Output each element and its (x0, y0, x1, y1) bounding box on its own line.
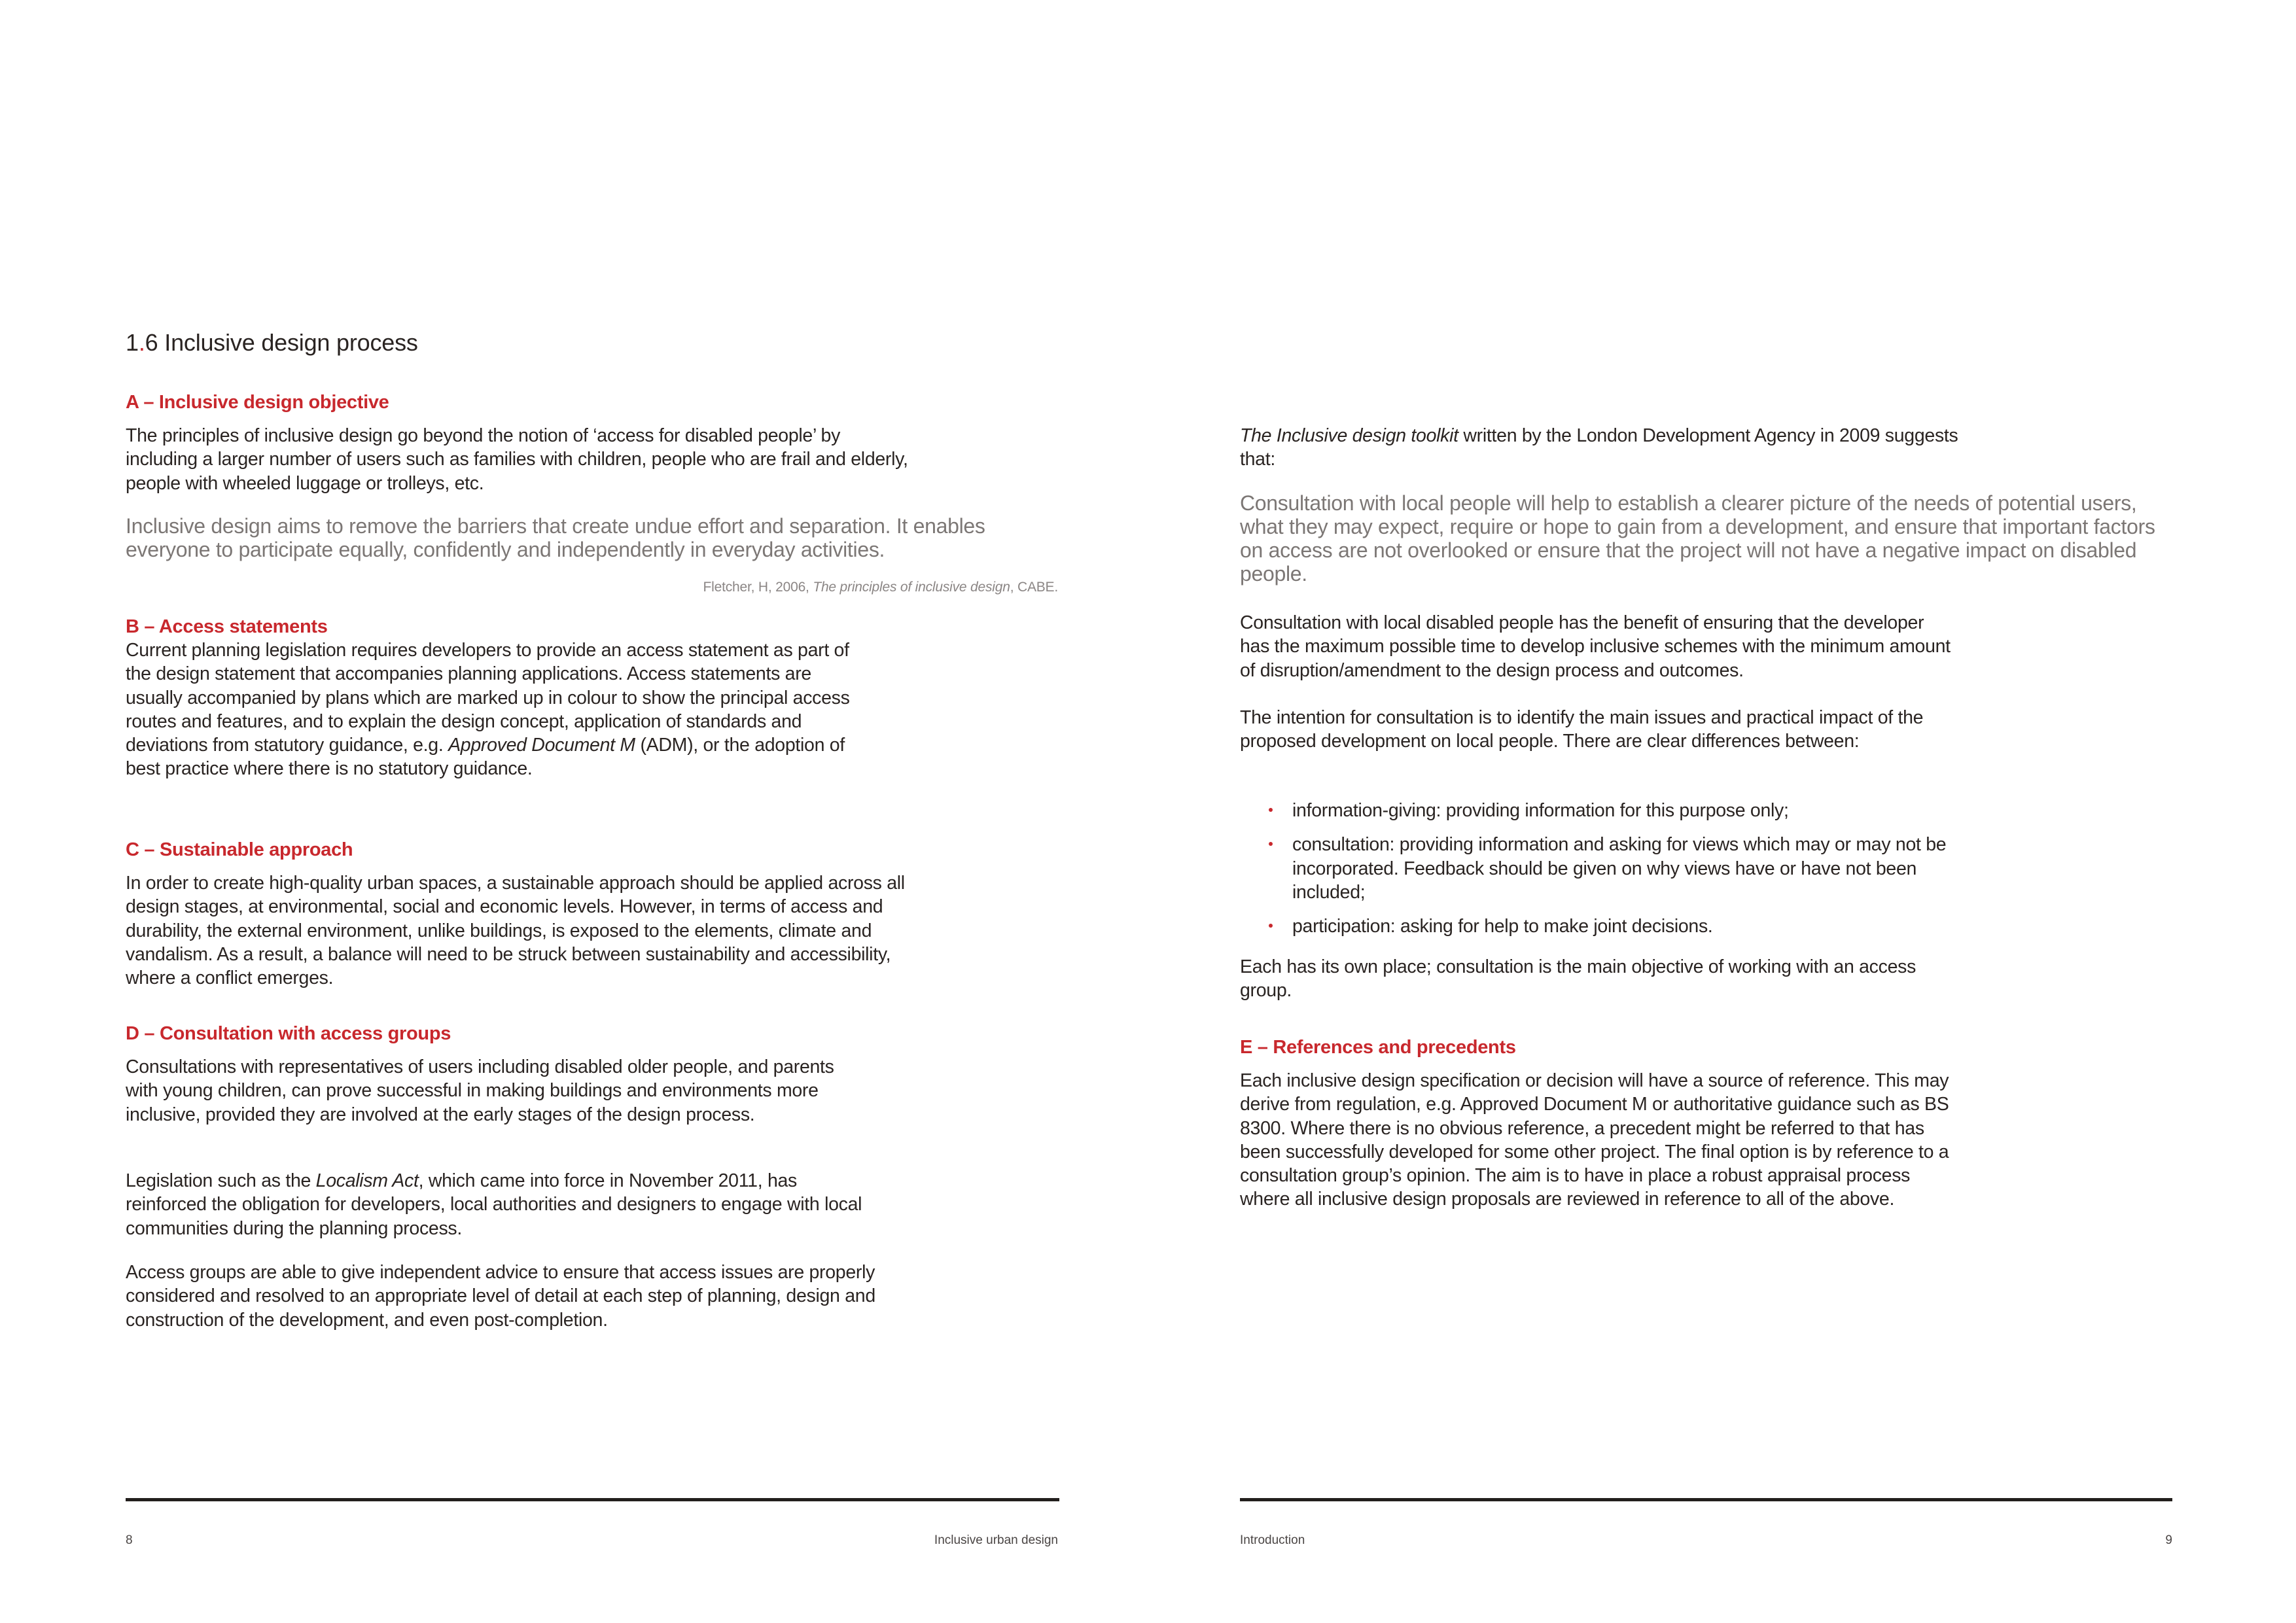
heading-b: B – Access statements (126, 616, 328, 637)
section-b-body (126, 638, 865, 781)
heading-e: E – References and precedents (1240, 1037, 1516, 1058)
section-a-body: The principles of inclusive design go beyond the notion of ‘access for disabled people’ by including a larger number of users such as families with children, people who are frail and elderly, people with wheeled luggage or trolleys, etc. (126, 425, 908, 494)
right-para3: Each has its own place; consultation is the main objective of working with an access group. (1240, 956, 1916, 1002)
title-text: 6 Inclusive design process (145, 329, 418, 356)
page-number-right: 9 (2165, 1533, 2172, 1547)
section-c-body: In order to create high-quality urban spaces, a sustainable approach should be applied across all design stages, at environmental, social and economic levels. However, in terms of access and durability, the external environment, unlike buildings, is exposed to the elements, climate and vandalism. As a result, a balance will need to be struck between sustainability and accessibility, where a conflict emerges. (126, 873, 905, 989)
citation-author: Fletcher, H, 2006, (703, 580, 813, 595)
title-number: 1 (126, 329, 139, 356)
toolkit-quote: Consultation with local people will help to establish a clearer picture of the needs of potential users, what they may expect, require or hope to gain from a development, and ensure that important factors on access are not overlooked or ensure that the project will not have a negative impact on disabled people. (1240, 491, 2155, 585)
bullet-icon (1269, 842, 1273, 846)
bullet-icon (1269, 808, 1273, 812)
toolkit-title: The Inclusive design toolkit (1240, 425, 1458, 446)
citation-publisher: , CABE. (1010, 580, 1058, 595)
toolkit-intro (1240, 424, 1966, 472)
para2-text-end: , which came into force in November 2011, has reinforced the obligation for developers, local authorities and designers to engage with local communities during the planning process. (126, 1170, 862, 1239)
section-d-para3: Access groups are able to give independent advice to ensure that access issues are properly considered and resolved to an appropriate level of detail at each step of planning, design and construction of the development, and even post-completion. (126, 1262, 875, 1331)
heading-d: D – Consultation with access groups (126, 1023, 451, 1044)
differences-list (1240, 799, 1947, 949)
list-item (1240, 915, 1947, 938)
section-b-text-end: (ADM), or the adoption of best practice where there is no statutory guidance. (126, 735, 845, 780)
bullet-text: consultation: providing information and asking for views which may or may not be incorporated. Feedback should be given on why views have or have not been included; (1292, 834, 1947, 903)
footer-rule-right (1240, 1498, 2172, 1501)
title-dot: . (138, 329, 145, 356)
toolkit-intro-text: written by the London Development Agency in 2009 suggests that: (1240, 425, 1958, 470)
right-para1: Consultation with local disabled people has the benefit of ensuring that the developer has the maximum possible time to develop inclusive schemes with the minimum amount of disruption/amendment to the design process and outcomes. (1240, 612, 1951, 681)
bullet-icon (1269, 924, 1273, 928)
section-b-text: Current planning legislation requires developers to provide an access statement as part of the design statement that accompanies planning applications. Access statements are usually accompanied by plans which are marked up in colour to show the principal access routes and features, and to explain the design concept, application of standards and deviations from statutory guidance, e.g. (126, 640, 850, 756)
quote-citation (126, 580, 1058, 595)
page-number-left: 8 (126, 1533, 133, 1547)
section-d-para1: Consultations with representatives of users including disabled older people, and parents with young children, can prove successful in making buildings and environments more inclusive, provided they are involved at the early stages of the design process. (126, 1056, 834, 1125)
right-para2: The intention for consultation is to identify the main issues and practical impact of the proposed development on local people. There are clear differences between: (1240, 707, 1924, 752)
heading-a: A – Inclusive design objective (126, 392, 389, 413)
bullet-text: participation: asking for help to make joint decisions. (1292, 916, 1713, 937)
section-title (126, 329, 418, 357)
section-a-quote: Inclusive design aims to remove the barriers that create undue effort and separation. It enables everyone to participate equally, confidently and independently in everyday activities. (126, 514, 985, 561)
citation-title: The principles of inclusive design (813, 580, 1010, 595)
running-title-right: Introduction (1240, 1533, 1305, 1547)
list-item (1240, 833, 1947, 904)
running-title-left: Inclusive urban design (934, 1533, 1058, 1547)
section-e-body: Each inclusive design specification or decision will have a source of reference. This may derive from regulation, e.g. Approved Document M or authoritative guidance such as BS 8300. Where there is no obvious reference, a precedent might be referred to that has been successfully developed for some other project. The final option is by reference to a consultation group’s opinion. The aim is to have in place a robust appraisal process where all inclusive design proposals are reviewed in reference to all of the above. (1240, 1070, 1949, 1210)
footer-rule-left (126, 1498, 1059, 1501)
bullet-text: information-giving: providing information for this purpose only; (1292, 800, 1789, 821)
list-item (1240, 799, 1947, 822)
heading-c: C – Sustainable approach (126, 839, 353, 860)
section-b-italic: Approved Document M (448, 735, 635, 756)
section-d-para2 (126, 1169, 865, 1240)
para2-italic: Localism Act (315, 1170, 419, 1191)
para2-text: Legislation such as the (126, 1170, 316, 1191)
